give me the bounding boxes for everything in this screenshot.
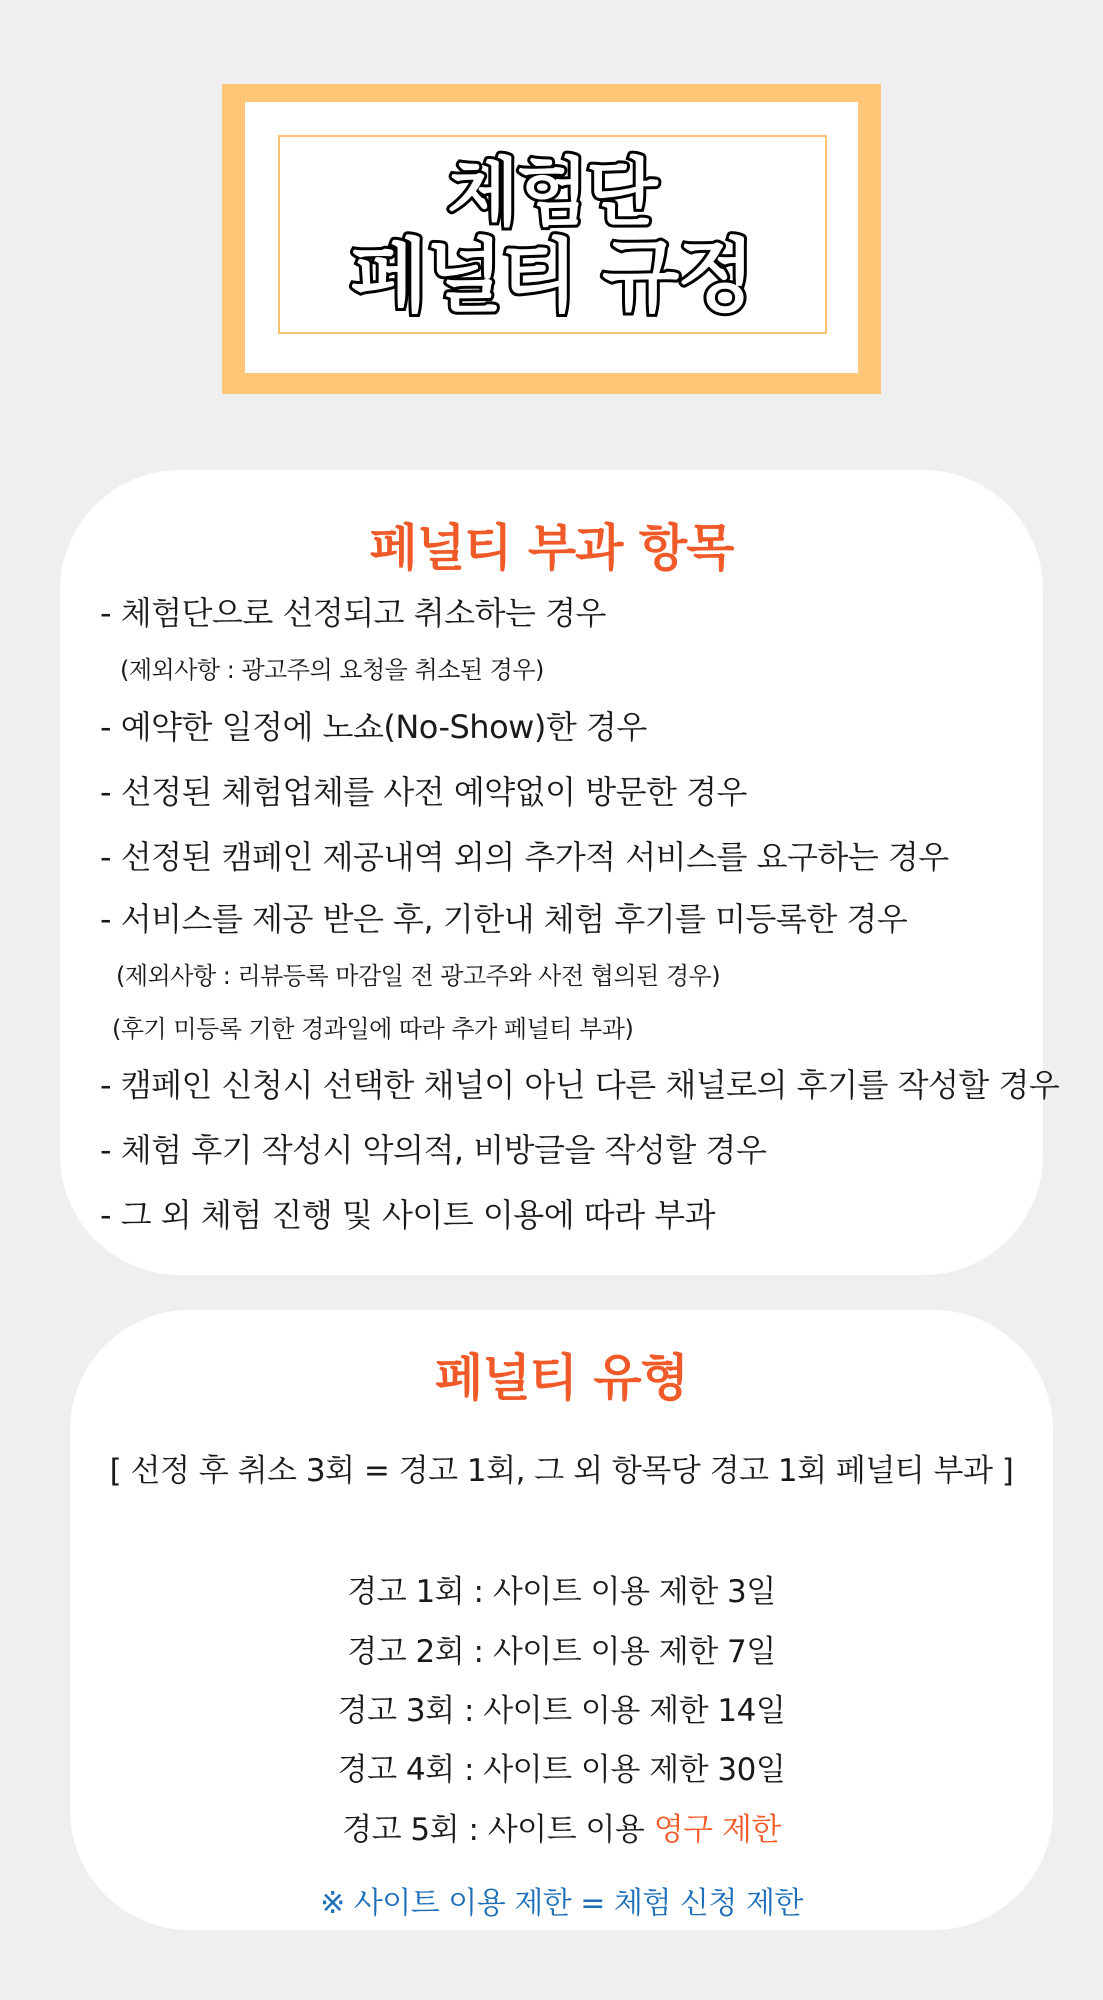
penalty-summary: [ 선정 후 취소 3회 = 경고 1회, 그 외 항목당 경고 1회 페널티 부과 ] [109,1453,1014,1489]
page-title [245,102,858,373]
warning-level-5-text: 경고 5회 : 사이트 이용 [342,1812,654,1848]
penalty-item: - 예약한 일정에 노쇼(No-Show)한 경우 [100,708,647,746]
penalty-item: - 선정된 체험업체를 사전 예약없이 방문한 경우 [100,773,747,811]
penalty-item-note: (제외사항 : 광고주의 요청을 취소된 경우) [120,656,544,684]
penalty-item: - 캠페인 신청시 선택한 채널이 아닌 다른 채널로의 후기를 작성할 경우 [100,1066,1060,1104]
penalty-item: - 서비스를 제공 받은 후, 기한내 체험 후기를 미등록한 경우 [100,900,908,938]
warning-level-2: 경고 2회 : 사이트 이용 제한 7일 [347,1634,776,1670]
penalty-items-card [60,470,1060,1275]
title-banner-inner [245,102,858,373]
penalty-item-note: (후기 미등록 기한 경과일에 따라 추가 페널티 부과) [112,1015,634,1043]
title-banner [222,84,881,394]
penalty-item: - 체험단으로 선정되고 취소하는 경우 [100,594,606,632]
warning-level-1: 경고 1회 : 사이트 이용 제한 3일 [347,1574,776,1610]
penalty-items-heading: 페널티 부과 항목 [369,519,734,577]
warning-level-5 [70,1804,1053,1849]
restriction-footnote: ※ 사이트 이용 제한 = 체험 신청 제한 [320,1886,803,1921]
warning-level-3: 경고 3회 : 사이트 이용 제한 14일 [337,1693,786,1729]
page-title-line2: 페널티 규정 [350,230,753,324]
penalty-item: - 그 외 체험 진행 및 사이트 이용에 따라 부과 [100,1196,716,1234]
page-title-line1: 체험단 [447,150,656,237]
penalty-types-card [70,1310,1053,1930]
permanent-ban-text: 영구 제한 [653,1812,781,1848]
warning-level-4: 경고 4회 : 사이트 이용 제한 30일 [337,1752,786,1788]
penalty-item: - 선정된 캠페인 제공내역 외의 추가적 서비스를 요구하는 경우 [100,838,949,876]
penalty-types-heading: 페널티 유형 [435,1349,688,1407]
penalty-item: - 체험 후기 작성시 악의적, 비방글을 작성할 경우 [100,1131,767,1169]
penalty-item-note: (제외사항 : 리뷰등록 마감일 전 광고주와 사전 협의된 경우) [116,962,721,990]
